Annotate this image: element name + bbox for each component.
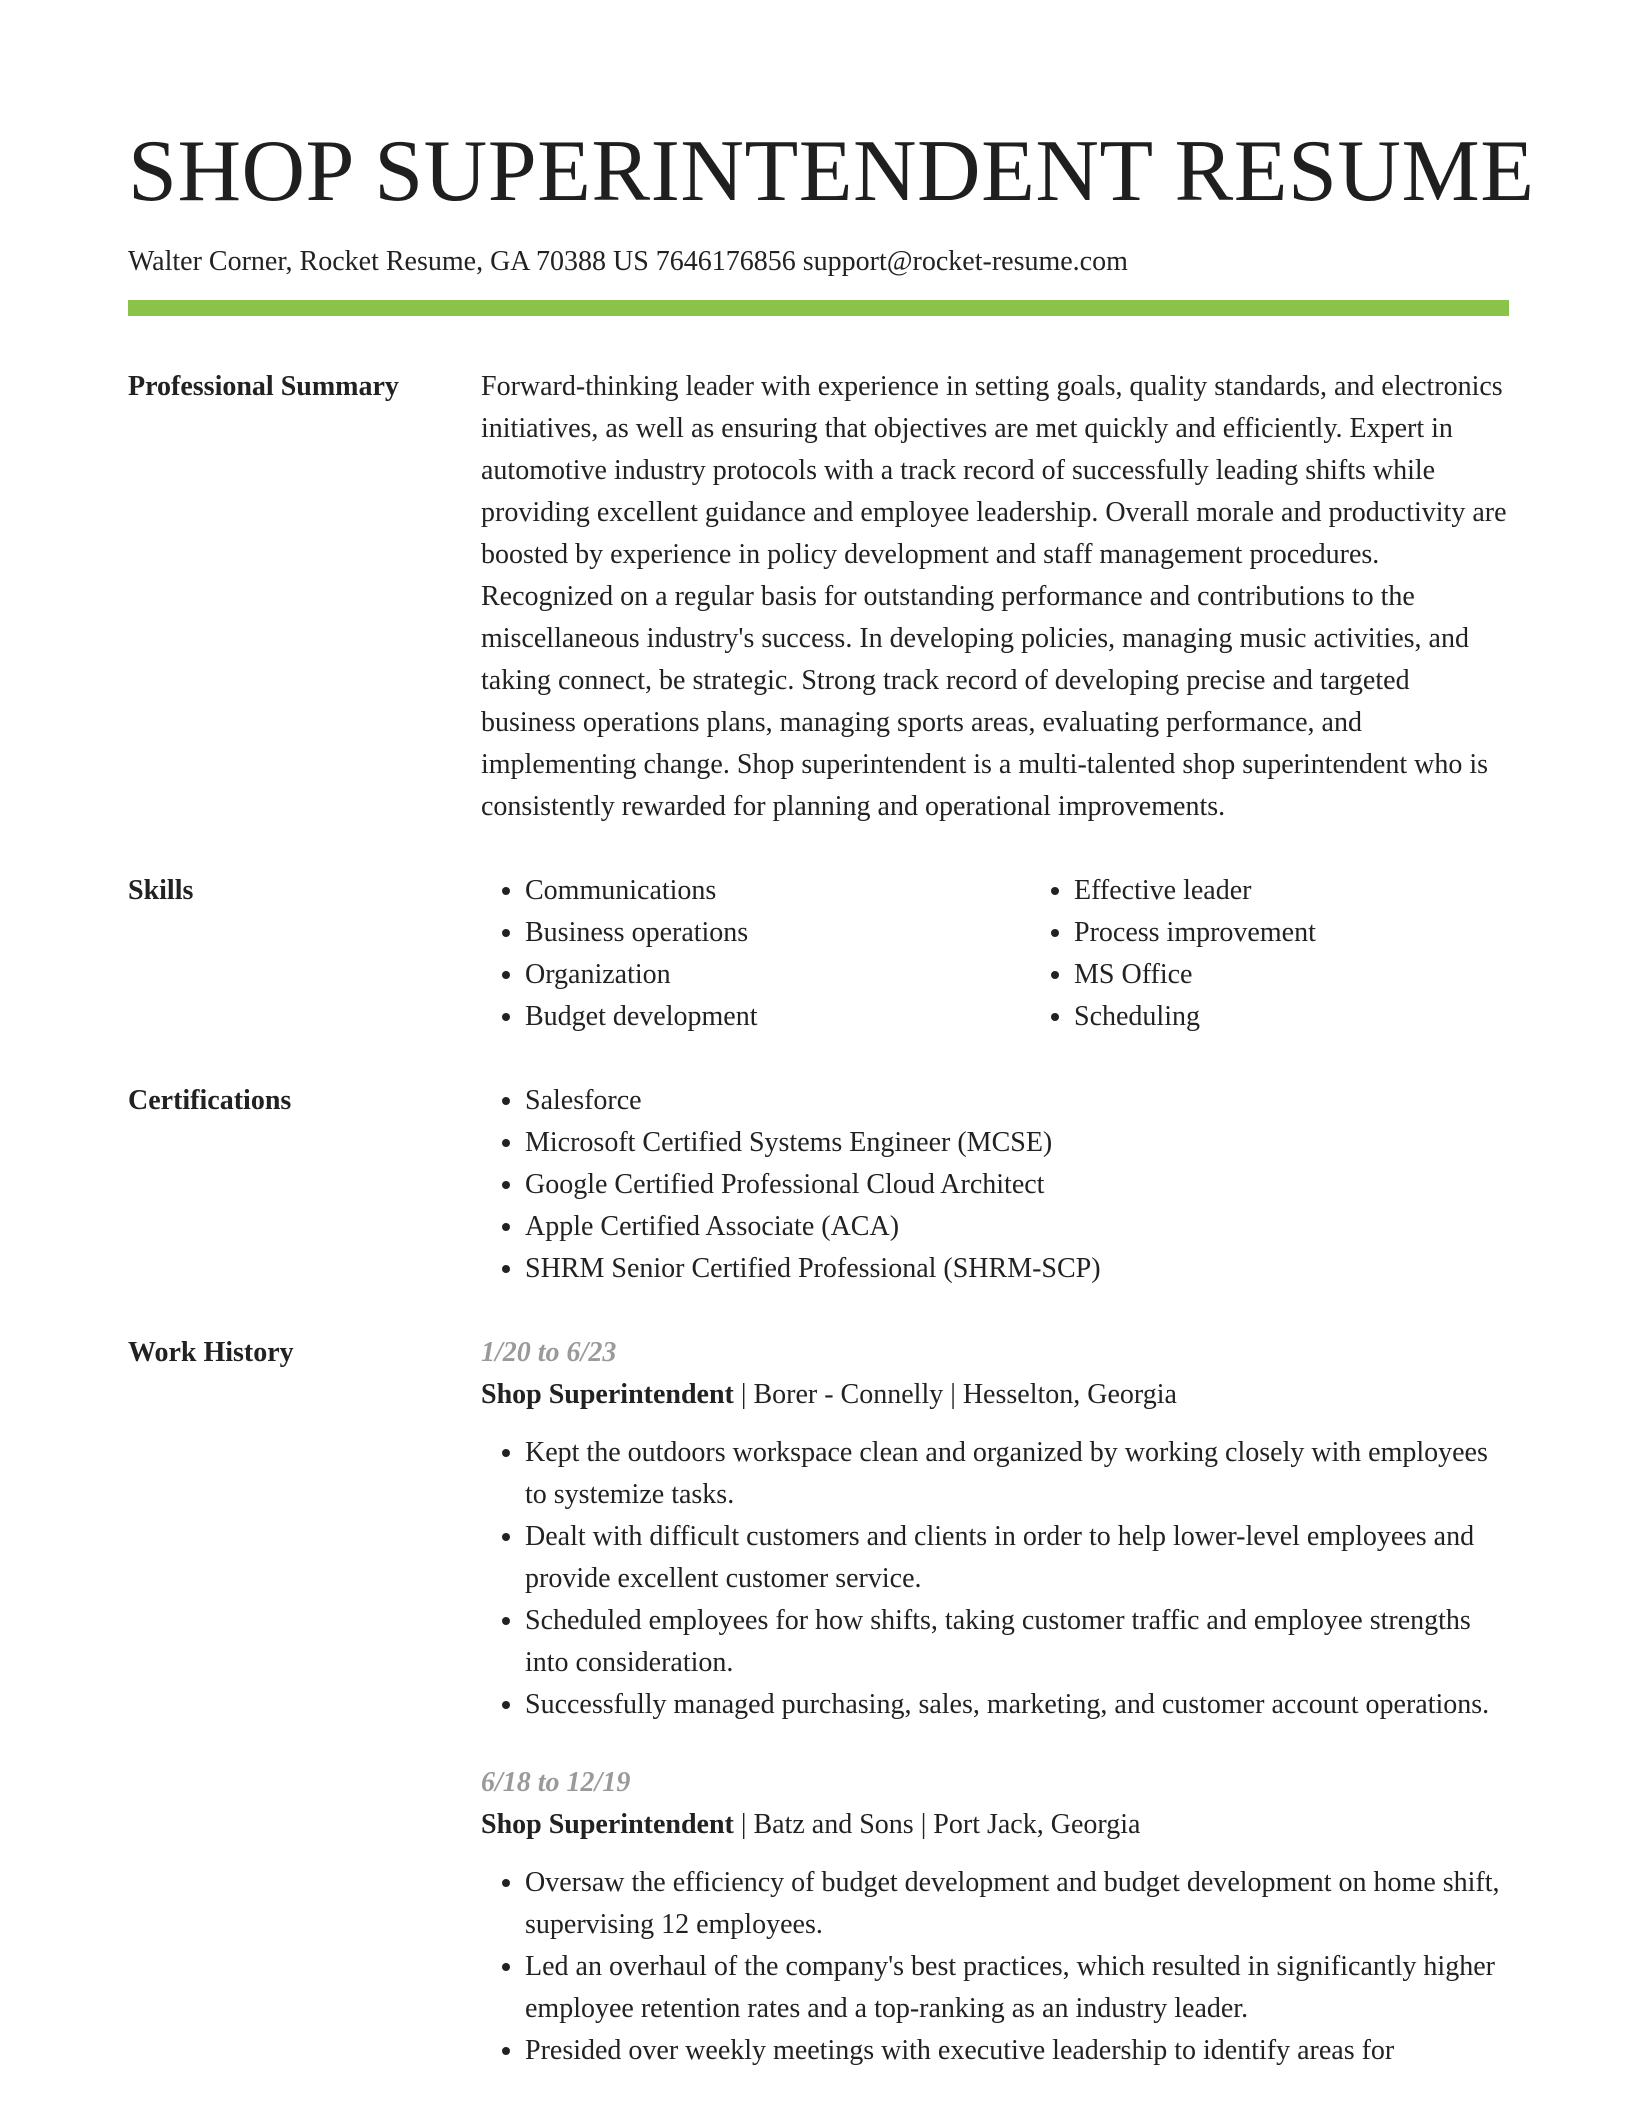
list-item: • Kept the outdoors workspace clean and organized by working closely with employees to systemize tasks. xyxy=(525,1432,1509,1516)
job-details: | Borer - Connelly | Hesselton, Georgia xyxy=(733,1379,1177,1410)
section-label: Professional Summary xyxy=(128,371,399,402)
list-item: • Effective leader xyxy=(1074,870,1579,912)
skills-grid xyxy=(481,870,1579,1038)
job-details: | Batz and Sons | Port Jack, Georgia xyxy=(733,1809,1141,1840)
section-label: Skills xyxy=(128,875,194,906)
certifications-list xyxy=(481,1080,1509,1290)
list-item: • MS Office xyxy=(1074,954,1579,996)
section-skills xyxy=(128,870,1509,1038)
list-item: • Scheduled employees for how shifts, taking customer traffic and employee strengths into consideration. xyxy=(525,1600,1509,1684)
job-title: Shop Superintendent xyxy=(481,1809,734,1840)
job-title: Shop Superintendent xyxy=(481,1379,734,1410)
list-item: • Dealt with difficult customers and clients in order to help lower-level employees and provide excellent customer service. xyxy=(525,1516,1509,1600)
list-item: • Process improvement xyxy=(1074,912,1579,954)
section-content xyxy=(481,1080,1509,1290)
summary-text: Forward-thinking leader with experience in setting goals, quality standards, and electronics initiatives, as well as ensuring that objectives are met quickly and efficiently. Expert in automotive industry protocols with a track record of successfully leading shifts while providing excellent guidance and employee leadership. Overall morale and productivity are boosted by experience in policy development and staff management procedures. Recognized on a regular basis for outstanding performance and contributions to the miscellaneous industry's success. In developing policies, managing music activities, and taking connect, be strategic. Strong track record of developing precise and targeted business operations plans, managing sports areas, evaluating performance, and implementing change. Shop superintendent is a multi-talented shop superintendent who is consistently rewarded for planning and operational improvements. xyxy=(481,371,1507,822)
section-label: Work History xyxy=(128,1337,294,1368)
section-work-history xyxy=(128,1332,1509,2108)
section-content xyxy=(481,366,1509,828)
skills-column-2 xyxy=(1030,870,1579,1038)
list-item: • Led an overhaul of the company's best practices, which resulted in significantly higher employee retention rates and a top-ranking as an industry leader. xyxy=(525,1946,1509,2030)
list-item: • SHRM Senior Certified Professional (SHRM-SCP) xyxy=(525,1248,1509,1290)
list-item: • Presided over weekly meetings with executive leadership to identify areas for xyxy=(525,2030,1509,2072)
list-item: • Google Certified Professional Cloud Architect xyxy=(525,1164,1509,1206)
section-content xyxy=(481,1332,1509,2108)
list-item: • Microsoft Certified Systems Engineer (MCSE) xyxy=(525,1122,1509,1164)
list-item: • Salesforce xyxy=(525,1080,1509,1122)
job-bullets xyxy=(481,1862,1509,2072)
list-item: • Budget development xyxy=(525,996,1030,1038)
skills-column-1 xyxy=(481,870,1030,1038)
list-item: • Business operations xyxy=(525,912,1030,954)
list-item: • Apple Certified Associate (ACA) xyxy=(525,1206,1509,1248)
list-item: • Oversaw the efficiency of budget development and budget development on home shift, supervising 12 employees. xyxy=(525,1862,1509,1946)
section-certifications xyxy=(128,1080,1509,1290)
job-dates: 6/18 to 12/19 xyxy=(481,1767,631,1798)
list-item: • Organization xyxy=(525,954,1030,996)
accent-divider xyxy=(128,300,1509,316)
section-label: Certifications xyxy=(128,1085,292,1116)
list-item: • Successfully managed purchasing, sales, marketing, and customer account operations. xyxy=(525,1684,1509,1726)
list-item: • Scheduling xyxy=(1074,996,1579,1038)
section-professional-summary xyxy=(128,366,1509,828)
job-heading xyxy=(481,1804,1509,1846)
resume-title: SHOP SUPERINTENDENT RESUME xyxy=(128,123,1535,220)
job-bullets xyxy=(481,1432,1509,1726)
job-entry xyxy=(481,1332,1509,1726)
contact-line: Walter Corner, Rocket Resume, GA 70388 US 7646176856 support@rocket-resume.com xyxy=(128,246,1128,277)
list-item: • Communications xyxy=(525,870,1030,912)
job-entry xyxy=(481,1762,1509,2072)
job-heading xyxy=(481,1374,1509,1416)
job-dates: 1/20 to 6/23 xyxy=(481,1337,617,1368)
